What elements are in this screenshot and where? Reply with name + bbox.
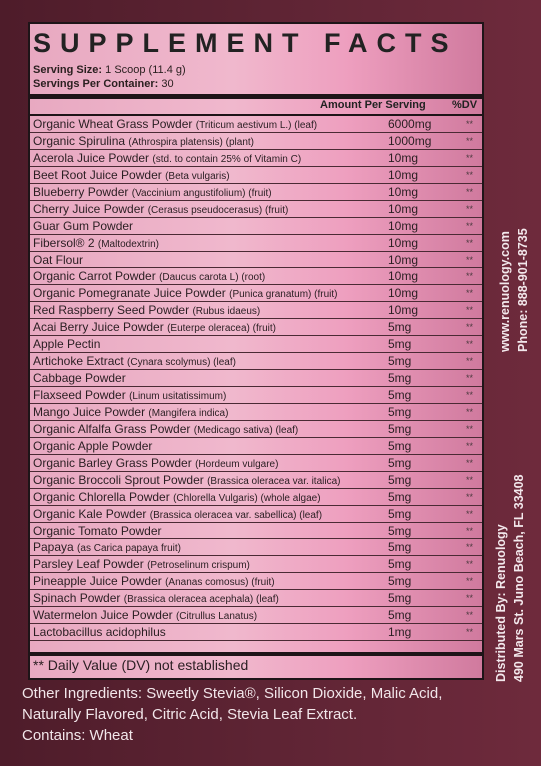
ingredient-dv: ** [466,305,474,316]
thick-divider-bottom [30,652,482,656]
ingredient-scientific-name: (Brassica oleracea var. sabellica) (leaf) [149,509,323,521]
ingredient-name [33,472,340,490]
ingredient-row [30,302,482,319]
ingredient-row [30,370,482,387]
ingredient-row [30,573,482,590]
ingredient-dv: ** [466,203,474,214]
ingredient-common-name: Organic Kale Powder [33,506,147,521]
ingredient-name [33,539,181,557]
ingredient-amount: 5mg [388,421,412,436]
ingredient-common-name: Acerola Juice Powder [33,150,150,165]
ingredient-row [30,590,482,607]
ingredient-common-name: Organic Apple Powder [33,438,153,453]
ingredient-row [30,116,482,133]
ingredient-scientific-name: (Ananas comosus) (fruit) [165,577,275,589]
ingredient-name [33,438,152,456]
ingredient-common-name: Papaya [33,540,74,555]
ingredient-dv: ** [466,254,474,265]
ingredient-row [30,252,482,269]
ingredient-amount: 5mg [388,354,412,369]
ingredient-amount: 5mg [388,455,412,470]
other-ingredients [22,683,492,746]
ingredient-amount: 10mg [388,201,419,216]
ingredient-name [33,370,126,388]
ingredient-row [30,150,482,167]
ingredient-dv: ** [466,322,474,333]
ingredient-name [33,133,254,151]
ingredient-dv: ** [466,423,474,434]
ingredient-common-name: Red Raspberry Seed Powder [33,303,190,318]
ingredient-name [33,573,275,591]
ingredient-amount: 5mg [388,574,412,589]
ingredient-name [33,607,257,625]
ingredient-scientific-name: (Beta vulgaris) [165,170,230,182]
ingredient-scientific-name: (Vaccinium angustifolium) (fruit) [131,187,272,199]
ingredient-dv: ** [466,152,474,163]
ingredient-list [30,116,482,641]
ingredient-row [30,285,482,302]
ingredient-amount: 10mg [388,235,419,250]
ingredient-scientific-name: (as Carica papaya fruit) [77,543,181,555]
ingredient-row [30,218,482,235]
ingredient-row [30,404,482,421]
ingredient-name [33,268,265,286]
ingredient-dv: ** [466,627,474,638]
ingredient-dv: ** [466,576,474,587]
ingredient-row [30,268,482,285]
ingredient-name [33,319,276,337]
ingredient-dv: ** [466,593,474,604]
ingredient-row [30,336,482,353]
ingredient-scientific-name: (Athrospira platensis) (plant) [128,136,254,148]
ingredient-name [33,235,159,253]
ingredient-dv: ** [466,457,474,468]
ingredient-row [30,133,482,150]
ingredient-amount: 5mg [388,591,412,606]
ingredient-amount: 1000mg [388,133,432,148]
ingredient-amount: 10mg [388,269,419,284]
ingredient-common-name: Pineapple Juice Powder [33,574,162,589]
ingredient-row [30,319,482,336]
ingredient-dv: ** [466,508,474,519]
serving-size [33,64,186,76]
servings-value: 30 [161,78,174,90]
ingredient-common-name: Cabbage Powder [33,371,126,386]
ingredient-amount: 5mg [388,337,412,352]
daily-value-footnote: ** Daily Value (DV) not established [33,657,249,673]
ingredient-amount: 10mg [388,252,419,267]
ingredient-amount: 5mg [388,523,412,538]
ingredient-common-name: Guar Gum Powder [33,218,134,233]
ingredient-row [30,235,482,252]
ingredient-scientific-name: (Rubus idaeus) [192,306,261,318]
ingredient-amount: 10mg [388,218,419,233]
ingredient-scientific-name: (Brassica oleracea var. italica) [207,475,341,487]
ingredient-row [30,353,482,370]
ingredient-row [30,455,482,472]
ingredient-common-name: Acai Berry Juice Powder [33,320,164,335]
ingredient-name [33,184,272,202]
ingredient-scientific-name: (Mangifera indica) [148,407,229,419]
ingredient-name [33,489,321,507]
ingredient-common-name: Organic Pomegranate Juice Powder [33,286,226,301]
ingredient-dv: ** [466,119,474,129]
serving-size-label: Serving Size: [33,64,103,76]
ingredient-dv: ** [466,390,474,400]
ingredient-common-name: Organic Chlorella Powder [33,489,170,504]
ingredient-dv: ** [466,135,474,146]
ingredient-row [30,556,482,573]
ingredient-row [30,421,482,438]
ingredient-name [33,353,236,371]
ingredient-scientific-name: (Maltodextrin) [97,238,160,250]
ingredient-common-name: Fibersol® 2 [33,235,95,250]
ingredient-common-name: Artichoke Extract [33,354,124,369]
ingredient-dv: ** [466,474,474,485]
ingredient-common-name: Organic Tomato Powder [33,523,162,538]
ingredient-scientific-name: (std. to contain 25% of Vitamin C) [152,153,302,165]
ingredient-name [33,252,83,270]
ingredient-name [33,387,226,405]
ingredient-amount: 1mg [388,625,412,640]
ingredient-name [33,624,166,642]
ingredient-row [30,167,482,184]
ingredient-name [33,421,298,439]
ingredient-scientific-name: (Punica granatum) (fruit) [229,289,338,301]
ingredient-common-name: Beet Root Juice Powder [33,167,162,182]
ingredient-scientific-name: (Petroselinum crispum) [147,560,250,572]
ingredient-amount: 5mg [388,608,412,623]
ingredient-name [33,455,278,473]
ingredient-name [33,336,100,354]
ingredient-name [33,201,288,219]
ingredient-row [30,438,482,455]
ingredient-name [33,590,279,608]
ingredient-dv: ** [466,288,474,299]
ingredient-row [30,624,482,641]
ingredient-name [33,218,133,236]
ingredient-scientific-name: (Citrullus Lanatus) [175,611,258,623]
website: www.renuology.com [498,231,512,352]
ingredient-common-name: Mango Juice Powder [33,404,146,419]
ingredient-amount: 10mg [388,286,419,301]
ingredient-amount: 10mg [388,303,419,318]
ingredient-amount: 6000mg [388,117,432,131]
ingredient-amount: 5mg [388,371,412,386]
ingredient-dv: ** [466,559,474,570]
ingredient-name [33,167,230,185]
ingredient-dv: ** [466,542,474,553]
ingredient-amount: 5mg [388,506,412,521]
ingredient-row [30,506,482,523]
ingredient-amount: 5mg [388,489,412,504]
allergen-statement: Contains: Wheat [22,727,133,744]
ingredient-scientific-name: (Brassica oleracea acephala) (leaf) [123,594,279,606]
ingredient-common-name: Organic Wheat Grass Powder [33,117,193,131]
ingredient-scientific-name: (Euterpe oleracea) (fruit) [167,323,276,335]
ingredient-dv: ** [466,610,474,621]
ingredient-common-name: Organic Broccoli Sprout Powder [33,472,204,487]
ingredient-common-name: Organic Alfalfa Grass Powder [33,421,191,436]
ingredient-dv: ** [466,356,474,367]
ingredient-name [33,302,260,320]
phone: Phone: 888-901-8735 [516,228,530,352]
ingredient-common-name: Blueberry Powder [33,184,129,199]
ingredient-row [30,607,482,624]
ingredient-amount: 5mg [388,540,412,555]
ingredient-common-name: Spinach Powder [33,591,121,606]
distributor-name: Distributed By: Renuology [494,524,508,682]
serving-size-value: 1 Scoop (11.4 g) [105,64,186,76]
other-ingredients-text: Other Ingredients: Sweetly Stevia®, Silicon Dioxide, Malic Acid, Naturally Flavored, Citric Acid, Stevia Leaf Extract. [22,685,443,723]
ingredient-name [33,404,228,422]
ingredient-name [33,116,317,134]
ingredient-common-name: Cherry Juice Powder [33,201,145,216]
ingredient-dv: ** [466,169,474,180]
ingredient-common-name: Flaxseed Powder [33,388,126,402]
ingredient-amount: 5mg [388,438,412,453]
ingredient-scientific-name: (Chlorella Vulgaris) (whole algae) [173,492,321,504]
ingredient-row [30,472,482,489]
ingredient-dv: ** [466,186,474,197]
ingredient-dv: ** [466,525,474,536]
ingredient-amount: 5mg [388,388,412,402]
servings-per-container [33,78,174,90]
ingredient-dv: ** [466,373,474,384]
ingredient-scientific-name: (Daucus carota L) (root) [159,272,266,284]
ingredient-amount: 5mg [388,404,412,419]
ingredient-row [30,539,482,556]
ingredient-amount: 5mg [388,320,412,335]
amount-per-serving-header: Amount Per Serving [320,99,426,111]
ingredient-common-name: Lactobacillus acidophilus [33,625,166,640]
ingredient-dv: ** [466,220,474,231]
ingredient-common-name: Organic Spirulina [33,133,126,148]
ingredient-name [33,285,338,303]
ingredient-scientific-name: (Cerasus pseudocerasus) (fruit) [147,204,289,216]
ingredient-name [33,556,250,574]
ingredient-common-name: Oat Flour [33,252,84,267]
ingredient-row [30,489,482,506]
ingredient-name [33,150,301,168]
ingredient-dv: ** [466,339,474,350]
ingredient-scientific-name: (Hordeum vulgare) [195,458,279,470]
ingredient-name [33,523,162,541]
ingredient-amount: 5mg [388,557,412,572]
ingredient-amount: 10mg [388,167,419,182]
ingredient-amount: 5mg [388,472,412,487]
ingredient-name [33,506,322,524]
ingredient-dv: ** [466,271,474,282]
ingredient-common-name: Apple Pectin [33,337,101,352]
ingredient-scientific-name: (Linum usitatissimum) [129,391,227,402]
ingredient-dv: ** [466,406,474,417]
ingredient-amount: 10mg [388,150,419,165]
ingredient-dv: ** [466,491,474,502]
ingredient-dv: ** [466,440,474,451]
ingredient-row [30,387,482,404]
ingredient-dv: ** [466,237,474,248]
ingredient-common-name: Parsley Leaf Powder [33,557,144,572]
panel-title: SUPPLEMENT FACTS [33,28,458,58]
ingredient-scientific-name: (Triticum aestivum L.) (leaf) [195,120,318,131]
ingredient-row [30,201,482,218]
ingredient-scientific-name: (Medicago sativa) (leaf) [193,424,299,436]
ingredient-common-name: Organic Barley Grass Powder [33,455,192,470]
dv-header: %DV [452,99,478,111]
ingredient-common-name: Organic Carrot Powder [33,269,156,284]
servings-label: Servings Per Container: [33,78,159,90]
ingredient-amount: 10mg [388,184,419,199]
ingredient-row [30,523,482,540]
ingredient-common-name: Watermelon Juice Powder [33,608,173,623]
ingredient-scientific-name: (Cynara scolymus) (leaf) [127,357,236,369]
distributor-address: 490 Mars St. Juno Beach, FL 33408 [512,474,526,682]
ingredient-row [30,184,482,201]
